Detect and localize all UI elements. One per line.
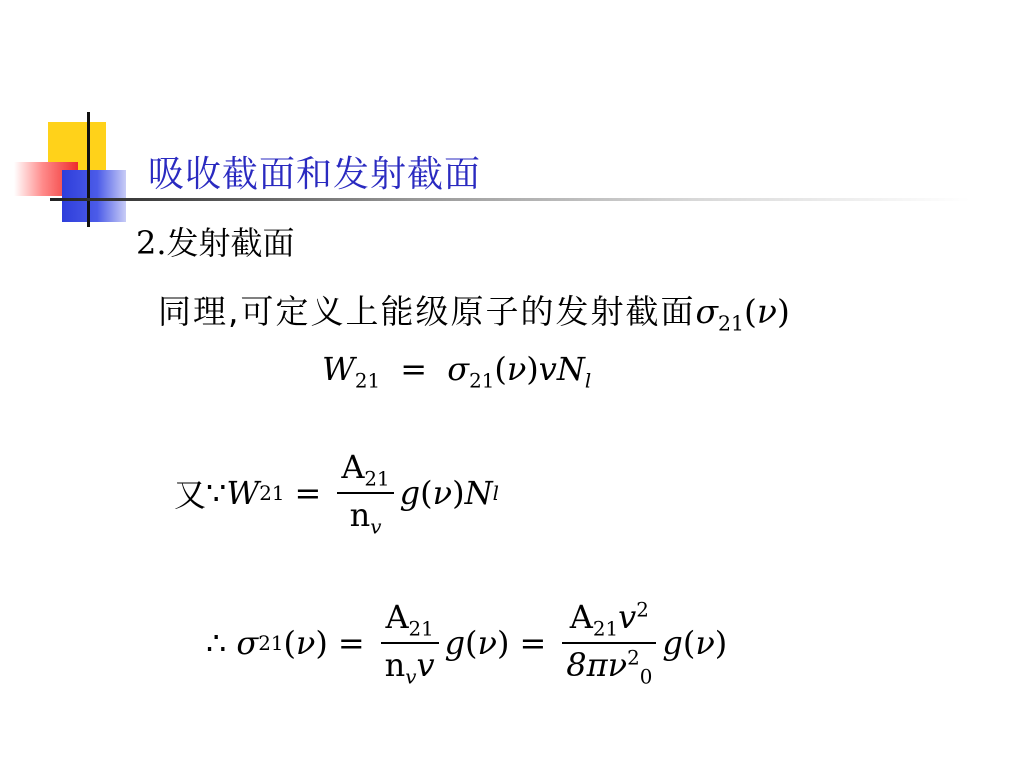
slide-title: 吸收截面和发射截面 (148, 154, 482, 195)
fraction-a21-over-n: $\frac{A_{21}}{n_v}$ (337, 448, 393, 539)
equation-w21-einstein: 又 ∵ W 21 = $\frac{A_{21}}{n_v}$ g ( ν ) N l (174, 448, 499, 539)
section-heading: 2.发射截面 (136, 224, 295, 262)
definition-text: 同理,可定义上能级原子的发射截面 (158, 292, 696, 331)
decor-vertical-line (87, 112, 90, 227)
sigma21-of-nu: $\sigma_{21}(\nu)$ (695, 292, 790, 336)
fraction-a21-over-nv: $\frac{A_{21}}{n_vv}$ (381, 598, 439, 689)
title-underline (50, 198, 970, 201)
equation-w21-sigma: $W_{21} = \sigma_{21}(\nu)vN_l$ (322, 350, 592, 393)
definition-line (158, 286, 790, 336)
decor-blue-square (62, 170, 126, 222)
equation-sigma21-result: ∴ σ 21 ( ν ) = $\frac{A_{21}}{n_vv}$ g ( ν ) = $\frac{A_{21}v^2}{8\pi\nu^2_0}$ g ( ν ) (206, 598, 728, 689)
fraction-a21v2-over-8pinu02: $\frac{A_{21}v^2}{8\pi\nu^2_0}$ (562, 598, 656, 689)
